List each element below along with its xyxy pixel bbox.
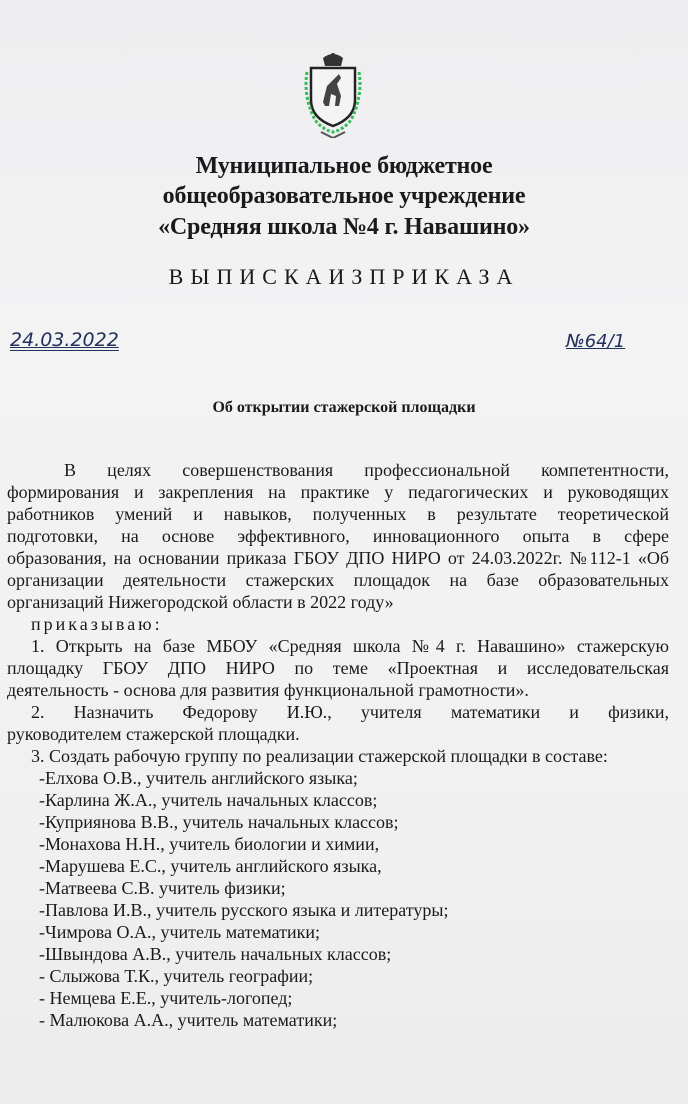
list-item: - Слыжова Т.К., учитель географии; (39, 966, 314, 986)
order-number: №64/1 (566, 331, 626, 352)
preamble-line: работников умений и навыков, полученных в результате теоретической (7, 504, 669, 524)
order-date: 24.03.2022 (10, 329, 119, 351)
item1-line: площадку ГБОУ ДПО НИРО по теме «Проектная и исследовательская (7, 658, 669, 678)
list-item: -Монахова Н.Н., учитель биологии и химии, (39, 834, 380, 854)
list-item: -Матвеева С.В. учитель физики; (39, 878, 286, 898)
list-item: -Елхова О.В., учитель английского языка; (39, 768, 358, 788)
item1-line: деятельность - основа для развития функциональной грамотности». (7, 680, 529, 700)
preamble-line: формирования и закрепления на практике у педагогических и руководящих (7, 482, 669, 502)
coat-of-arms-icon (301, 52, 365, 138)
list-item: -Карлина Ж.А., учитель начальных классов; (39, 790, 378, 810)
list-item: - Малюкова А.А., учитель математики; (39, 1010, 338, 1030)
item2-line: руководителем стажерской площадки. (7, 724, 300, 744)
preamble-line: организации деятельности стажерских площадок на базе образовательных (7, 570, 669, 590)
list-item: -Куприянова В.В., учитель начальных классов; (39, 812, 399, 832)
list-item: -Швындова А.В., учитель начальных классов; (39, 944, 392, 964)
item3-line: 3. Создать рабочую группу по реализации стажерской площадки в составе: (31, 746, 608, 766)
working-group-list (7, 767, 669, 1031)
preamble-line: образования, на основании приказа ГБОУ ДПО НИРО от 24.03.2022г. №112-1 «Об (7, 548, 669, 568)
preamble-line: организаций Нижегородской области в 2022 году» (7, 592, 394, 612)
list-item: - Немцева Е.Е., учитель-логопед; (39, 988, 293, 1008)
list-item: -Марушева Е.С., учитель английского языка, (39, 856, 382, 876)
preamble-line: В целях совершенствования профессиональной компетентности, (64, 460, 669, 480)
school-name-line3: «Средняя школа №4 г. Навашино» (158, 214, 530, 240)
order-subject: Об открытии стажерской площадки (212, 399, 476, 416)
list-item: -Чимрова О.А., учитель математики; (39, 922, 321, 942)
preamble-line: подготовки, на основе эффективного, инновационного опыта в сфере (7, 526, 669, 546)
document-title: ВЫПИСКАИЗПРИКАЗА (168, 264, 520, 289)
order-word: приказываю: (31, 614, 163, 634)
list-item: -Павлова И.В., учитель русского языка и литературы; (39, 900, 449, 920)
order-body (7, 459, 669, 1031)
school-name-line1: Муниципальное бюджетное (195, 153, 493, 179)
school-name-line2: общеобразовательное учреждение (162, 183, 526, 209)
item2-line: 2. Назначить Федорову И.Ю., учителя математики и физики, (31, 702, 669, 722)
item1-line: 1. Открыть на базе МБОУ «Средняя школа №4 г. Навашино» стажерскую (31, 636, 669, 656)
